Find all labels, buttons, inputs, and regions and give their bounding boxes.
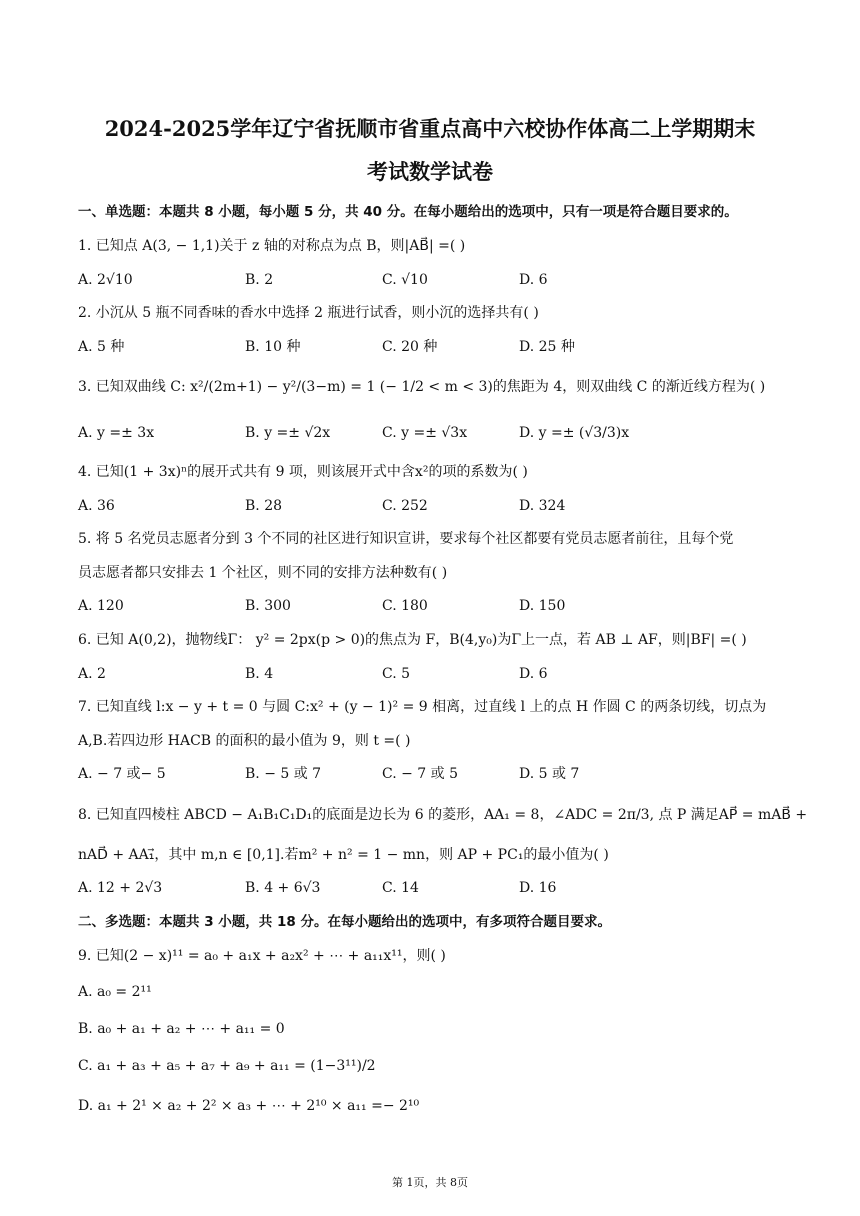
option-b: B. − 5 或 7	[245, 766, 322, 782]
question-5-stem-line-1: 5. 将 5 名党员志愿者分到 3 个不同的社区进行知识宣讲，要求每个社区都要有党员志愿者前往，且每个党	[78, 531, 734, 547]
option-b: B. y =± √2x	[245, 425, 331, 441]
option-c: C. y =± √3x	[382, 425, 468, 441]
question-9-option-b: B. a₀ + a₁ + a₂ + ⋯ + a₁₁ = 0	[78, 1021, 285, 1037]
option-b: B. 4	[245, 666, 274, 682]
question-6-options	[78, 665, 798, 685]
option-c: C. 20 种	[382, 339, 438, 355]
option-b: B. 300	[245, 598, 291, 614]
option-a: A. 5 种	[78, 339, 125, 355]
option-a: A. 36	[78, 498, 115, 514]
option-d: D. 324	[519, 498, 566, 514]
question-8-stem-line-1: 8. 已知直四棱柱 ABCD − A₁B₁C₁D₁的底面是边长为 6 的菱形，AA₁ = 8，∠ADC = 2π/3, 点 P 满足AP⃗ = mAB⃗ +	[78, 807, 808, 823]
question-5-options	[78, 597, 798, 617]
option-a: A. 120	[78, 598, 124, 614]
option-d: D. 6	[519, 272, 548, 288]
option-b: B. 4 + 6√3	[245, 880, 321, 896]
option-c: C. − 7 或 5	[382, 766, 459, 782]
option-a: A. 12 + 2√3	[78, 880, 163, 896]
question-1-options	[78, 271, 798, 291]
option-d: D. 25 种	[519, 339, 575, 355]
question-9-option-d: D. a₁ + 2¹ × a₂ + 2² × a₃ + ⋯ + 2¹⁰ × a₁₁ =− 2¹⁰	[78, 1098, 420, 1114]
option-d: D. 150	[519, 598, 566, 614]
option-d: D. y =± (√3/3)x	[519, 425, 630, 441]
option-c: C. 14	[382, 880, 419, 896]
question-6-stem: 6. 已知 A(0,2)，抛物线Γ： y² = 2px(p > 0)的焦点为 F，B(4,y₀)为Γ上一点，若 AB ⊥ AF，则|BF| =( )	[78, 632, 747, 648]
option-a: A. y =± 3x	[78, 425, 155, 441]
question-9-option-a: A. a₀ = 2¹¹	[78, 984, 152, 1000]
question-4-stem: 4. 已知(1 + 3x)ⁿ的展开式共有 9 项，则该展开式中含x²的项的系数为( )	[78, 464, 528, 480]
question-9-stem: 9. 已知(2 − x)¹¹ = a₀ + a₁x + a₂x² + ⋯ + a₁₁x¹¹，则( )	[78, 948, 446, 964]
option-c: C. 252	[382, 498, 428, 514]
question-1-stem: 1. 已知点 A(3, − 1,1)关于 z 轴的对称点为点 B，则|AB⃗| =( )	[78, 238, 466, 254]
question-7-stem-line-1: 7. 已知直线 l:x − y + t = 0 与圆 C:x² + (y − 1)² = 9 相离，过直线 l 上的点 H 作圆 C 的两条切线，切点为	[78, 699, 767, 715]
section-heading-multiple-choice: 二、多选题：本题共 3 小题，共 18 分。在每小题给出的选项中，有多项符合题目要求。	[78, 914, 611, 930]
option-d: D. 6	[519, 666, 548, 682]
section-heading-single-choice: 一、单选题：本题共 8 小题，每小题 5 分，共 40 分。在每小题给出的选项中，只有一项是符合题目要求的。	[78, 204, 738, 220]
question-8-stem-line-2: nAD⃗ + AA₁⃗，其中 m,n ∈ [0,1].若m² + n² = 1 − mn，则 AP + PC₁的最小值为( )	[78, 847, 609, 863]
question-2-options	[78, 338, 798, 358]
question-3-options	[78, 424, 798, 444]
option-b: B. 10 种	[245, 339, 301, 355]
exam-title-line-1: 2024-2025学年辽宁省抚顺市省重点高中六校协作体高二上学期期末	[104, 116, 756, 141]
page-number-footer: 第 1页，共 8页	[392, 1176, 468, 1189]
question-5-stem-line-2: 员志愿者都只安排去 1 个社区，则不同的安排方法种数有( )	[78, 565, 448, 581]
option-a: A. − 7 或− 5	[78, 766, 166, 782]
option-b: B. 2	[245, 272, 274, 288]
option-d: D. 5 或 7	[519, 766, 580, 782]
question-7-stem-line-2: A,B.若四边形 HACB 的面积的最小值为 9，则 t =( )	[78, 733, 411, 749]
exam-title-line-2: 考试数学试卷	[367, 159, 493, 184]
question-3-stem: 3. 已知双曲线 C: x²/(2m+1) − y²/(3−m) = 1 (− 1/2 < m < 3)的焦距为 4，则双曲线 C 的渐近线方程为( )	[78, 379, 766, 395]
question-2-stem: 2. 小沉从 5 瓶不同香味的香水中选择 2 瓶进行试香，则小沉的选择共有( )	[78, 305, 539, 321]
question-4-options	[78, 497, 798, 517]
option-a: A. 2√10	[78, 272, 133, 288]
option-c: C. √10	[382, 272, 428, 288]
option-a: A. 2	[78, 666, 106, 682]
question-7-options	[78, 765, 798, 785]
question-9-option-c: C. a₁ + a₃ + a₅ + a₇ + a₉ + a₁₁ = (1−3¹¹)/2	[78, 1058, 376, 1074]
question-8-options	[78, 879, 798, 899]
option-c: C. 5	[382, 666, 411, 682]
option-d: D. 16	[519, 880, 557, 896]
option-c: C. 180	[382, 598, 428, 614]
option-b: B. 28	[245, 498, 283, 514]
